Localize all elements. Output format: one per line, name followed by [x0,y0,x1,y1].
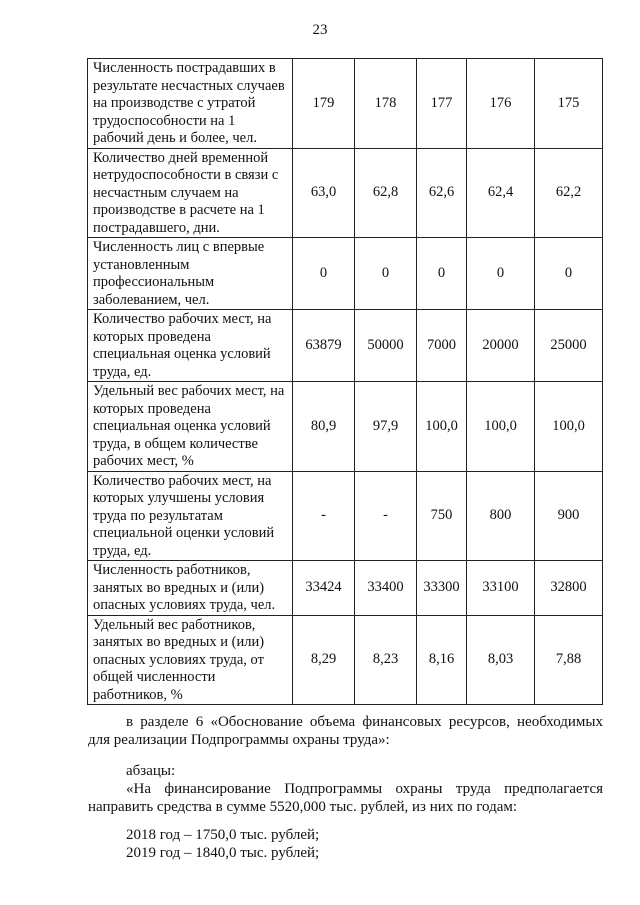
value-cell: 63,0 [293,148,355,238]
value-cell: 33300 [417,561,467,616]
value-cell: 80,9 [293,382,355,472]
value-cell: 25000 [535,310,603,382]
value-cell: 20000 [467,310,535,382]
funding-paragraph: «На финансирование Подпрограммы охраны труда предполагается направить средства в сумме 5520,000 тыс. рублей, из них по годам: [88,781,603,815]
value-cell: 7000 [417,310,467,382]
value-cell: 178 [355,59,417,149]
value-cell: 33424 [293,561,355,616]
row-label: Количество рабочих мест, на которых улучшены условия труда по результатам специальной оценки условий труда, ед. [88,471,293,561]
value-cell: 100,0 [467,382,535,472]
value-cell: 8,03 [467,615,535,705]
value-cell: 62,8 [355,148,417,238]
year-2019-line: 2019 год – 1840,0 тыс. рублей; [126,845,320,861]
value-cell: 100,0 [535,382,603,472]
value-cell: 62,6 [417,148,467,238]
value-cell: 175 [535,59,603,149]
value-cell: 62,4 [467,148,535,238]
row-label: Удельный вес рабочих мест, на которых проведена специальная оценка условий труда, в общем количестве рабочих мест, % [88,382,293,472]
table-row [88,148,603,238]
year-2018-line: 2018 год – 1750,0 тыс. рублей; [126,827,320,843]
table-row [88,238,603,310]
value-cell: 750 [417,471,467,561]
value-cell: 32800 [535,561,603,616]
value-cell: 0 [293,238,355,310]
value-cell: 100,0 [417,382,467,472]
table-row [88,471,603,561]
row-label: Количество рабочих мест, на которых проведена специальная оценка условий труда, ед. [88,310,293,382]
value-cell: 7,88 [535,615,603,705]
section-intro-paragraph: в разделе 6 «Обоснование объема финансовых ресурсов, необходимых для реализации Подпрограммы охраны труда»: [88,714,603,748]
value-cell: 0 [355,238,417,310]
row-label: Количество дней временной нетрудоспособности в связи с несчастным случаем на производстве в расчете на 1 пострадавшего, дни. [88,148,293,238]
value-cell: 900 [535,471,603,561]
row-label: Численность лиц с впервые установленным профессиональным заболеванием, чел. [88,238,293,310]
value-cell: - [355,471,417,561]
value-cell: - [293,471,355,561]
value-cell: 8,23 [355,615,417,705]
page-number: 23 [312,22,328,38]
row-label: Численность работников, занятых во вредных и (или) опасных условиях труда, чел. [88,561,293,616]
table-row [88,382,603,472]
paragraphs-label: абзацы: [126,763,176,779]
value-cell: 0 [535,238,603,310]
value-cell: 177 [417,59,467,149]
value-cell: 800 [467,471,535,561]
table-row [88,561,603,616]
table-row [88,59,603,149]
value-cell: 33100 [467,561,535,616]
value-cell: 8,16 [417,615,467,705]
value-cell: 179 [293,59,355,149]
value-cell: 0 [417,238,467,310]
table-row [88,615,603,705]
value-cell: 0 [467,238,535,310]
value-cell: 50000 [355,310,417,382]
value-cell: 62,2 [535,148,603,238]
table-row [88,310,603,382]
row-label: Удельный вес работников, занятых во вредных и (или) опасных условиях труда, от общей численности работников, % [88,615,293,705]
value-cell: 176 [467,59,535,149]
value-cell: 97,9 [355,382,417,472]
value-cell: 8,29 [293,615,355,705]
value-cell: 33400 [355,561,417,616]
value-cell: 63879 [293,310,355,382]
indicators-table [87,58,603,705]
row-label: Численность пострадавших в результате несчастных случаев на производстве с утратой трудоспособности на 1 рабочий день и более, чел. [88,59,293,149]
